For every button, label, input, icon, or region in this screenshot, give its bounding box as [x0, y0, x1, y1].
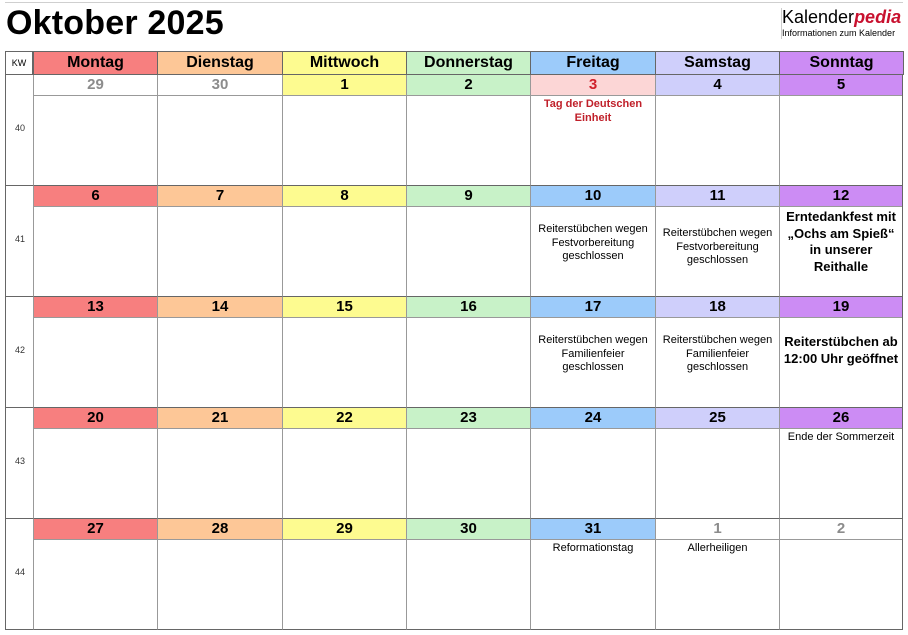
day-cell[interactable] [33, 297, 157, 408]
day-number: 17 [531, 297, 655, 318]
calendar-grid [5, 51, 903, 631]
day-cell[interactable] [406, 519, 530, 630]
day-cell[interactable] [282, 186, 406, 297]
day-number: 22 [283, 408, 406, 429]
day-cell[interactable] [157, 297, 282, 408]
day-event-text: Erntedankfest mit „Ochs am Spieß“ in unserer Reithalle [786, 209, 896, 274]
day-cell[interactable] [157, 75, 282, 186]
kw-cell [5, 297, 33, 408]
day-cell[interactable] [655, 408, 779, 519]
weekday-header-donnerstag: Donnerstag [406, 51, 531, 75]
day-number: 25 [656, 408, 779, 429]
day-number: 6 [34, 186, 157, 207]
day-number: 13 [34, 297, 157, 318]
kw-cell [5, 75, 33, 186]
day-cell[interactable] [282, 519, 406, 630]
day-number: 7 [158, 186, 282, 207]
day-number: 2 [407, 75, 530, 96]
day-number: 29 [283, 519, 406, 540]
day-cell[interactable] [530, 297, 655, 408]
day-number: 24 [531, 408, 655, 429]
day-number: 29 [34, 75, 157, 96]
day-event-text: Reiterstübchen wegen Familienfeier geschlossen [662, 334, 773, 373]
day-cell[interactable] [779, 408, 903, 519]
calendar-week-number: 41 [14, 234, 25, 244]
day-number: 15 [283, 297, 406, 318]
day-number: 5 [780, 75, 902, 96]
day-event-text: Reiterstübchen wegen Familienfeier geschlossen [538, 334, 648, 373]
weekday-header-dienstag: Dienstag [157, 51, 283, 75]
kw-cell [5, 408, 33, 519]
day-event-text: Tag der Deutschen Einheit [543, 98, 643, 124]
day-number: 2 [780, 519, 902, 540]
day-number: 19 [780, 297, 902, 318]
day-number: 1 [283, 75, 406, 96]
day-cell[interactable] [33, 186, 157, 297]
calendar-week-number: 44 [14, 567, 25, 577]
weekday-header-freitag: Freitag [530, 51, 656, 75]
day-number: 10 [531, 186, 655, 207]
day-cell[interactable] [282, 408, 406, 519]
day-number: 21 [158, 408, 282, 429]
logo-tagline: Informationen zum Kalender [782, 28, 896, 38]
day-event-text: Reiterstübchen ab 12:00 Uhr geöffnet [783, 334, 899, 366]
weekday-header-mittwoch: Mittwoch [282, 51, 407, 75]
day-cell[interactable] [655, 297, 779, 408]
day-number: 12 [780, 186, 902, 207]
day-number: 4 [656, 75, 779, 96]
page-title: Oktober 2025 [6, 4, 224, 42]
day-number: 31 [531, 519, 655, 540]
day-event-text: Reiterstübchen wegen Festvorbereitung geschlossen [538, 223, 648, 262]
logo-brand-part1: Kalender [782, 7, 855, 27]
day-event-text: Reformationstag [552, 542, 634, 554]
kw-cell [5, 519, 33, 630]
day-cell[interactable] [655, 519, 779, 630]
day-number: 30 [158, 75, 282, 96]
day-cell[interactable] [406, 186, 530, 297]
kw-cell [5, 186, 33, 297]
day-cell[interactable] [406, 75, 530, 186]
day-cell[interactable] [406, 297, 530, 408]
day-cell[interactable] [655, 186, 779, 297]
day-cell[interactable] [33, 519, 157, 630]
day-event-text: Ende der Sommerzeit [787, 431, 895, 443]
day-cell[interactable] [779, 75, 903, 186]
day-cell[interactable] [779, 186, 903, 297]
day-cell[interactable] [406, 408, 530, 519]
day-number: 14 [158, 297, 282, 318]
day-cell[interactable] [779, 519, 903, 630]
day-number: 23 [407, 408, 530, 429]
day-number: 8 [283, 186, 406, 207]
day-number: 9 [407, 186, 530, 207]
weekday-header-samstag: Samstag [655, 51, 780, 75]
day-cell[interactable] [530, 186, 655, 297]
day-cell[interactable] [530, 408, 655, 519]
logo-brand-part2: pedia [854, 7, 902, 27]
day-event-text: Reiterstübchen wegen Festvorbereitung geschlossen [662, 227, 773, 266]
day-number: 16 [407, 297, 530, 318]
day-cell[interactable] [33, 408, 157, 519]
day-cell[interactable] [157, 519, 282, 630]
day-cell[interactable] [530, 519, 655, 630]
calendar-week-number: 43 [14, 456, 25, 466]
day-cell[interactable] [530, 75, 655, 186]
top-border-line [5, 2, 903, 3]
kalenderpedia-logo[interactable] [781, 8, 901, 39]
weekday-header-montag: Montag [33, 51, 158, 75]
day-cell[interactable] [282, 297, 406, 408]
calendar-week-number: 42 [14, 345, 25, 355]
day-cell[interactable] [33, 75, 157, 186]
day-event-text: Allerheiligen [687, 542, 748, 554]
day-number: 30 [407, 519, 530, 540]
day-number: 18 [656, 297, 779, 318]
day-number: 1 [656, 519, 779, 540]
day-number: 11 [656, 186, 779, 207]
day-cell[interactable] [157, 186, 282, 297]
calendar-week-number: 40 [14, 123, 25, 133]
day-number: 3 [531, 75, 655, 96]
day-cell[interactable] [157, 408, 282, 519]
weekday-header-sonntag: Sonntag [779, 51, 904, 75]
day-cell[interactable] [655, 75, 779, 186]
page-footer [5, 631, 903, 635]
day-number: 27 [34, 519, 157, 540]
day-cell[interactable] [282, 75, 406, 186]
day-number: 26 [780, 408, 902, 429]
day-number: 20 [34, 408, 157, 429]
grid-top-border [5, 51, 903, 52]
day-number: 28 [158, 519, 282, 540]
kw-column-header: KW [5, 51, 33, 75]
day-cell[interactable] [779, 297, 903, 408]
